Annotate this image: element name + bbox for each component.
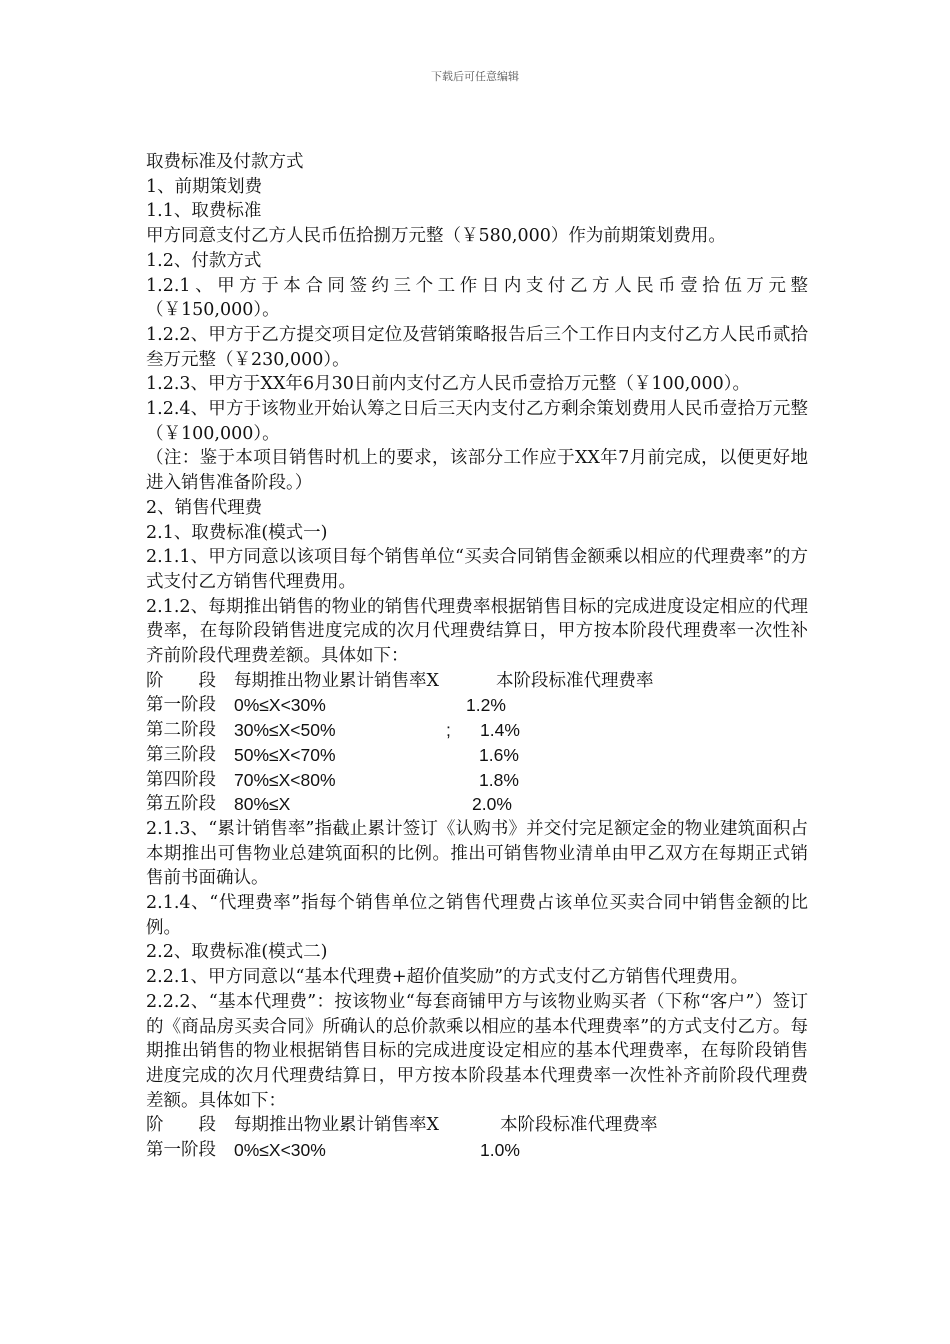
paragraph: 2.1.1、甲方同意以该项目每个销售单位“买卖合同销售金额乘以相应的代理费率”的方式支付乙方销售代理费用。 xyxy=(146,547,808,592)
table-cell-rate: 1.8% xyxy=(479,769,519,790)
paragraph: 2.2.2、“基本代理费”：按该物业“每套商铺甲方与该物业购买者（下称“客户”）签订的《商品房买卖合同》所确认的总价款乘以相应的基本代理费率”的方式支付乙方。每期推出销售的物业根据销售目标的完成进度设定相应的基本代理费率，在每阶段销售进度完成的次月代理费结算日，甲方按本阶段基本代理费率一次性补齐前阶段代理费差额。具体如下： xyxy=(146,991,808,1111)
table-header-row xyxy=(146,669,808,694)
heading-fee-standard: 1.1、取费标准 xyxy=(146,201,262,222)
table-header-cell: 本阶段标准代理费率 xyxy=(496,670,654,691)
rate-table-2 xyxy=(146,1113,808,1162)
table-cell-rate: 1.6% xyxy=(479,744,519,765)
heading-sales-agency-fee: 2、销售代理费 xyxy=(146,497,263,518)
paragraph: 1.2.1、甲方于本合同签约三个工作日内支付乙方人民币壹拾伍万元整（￥150,000）。 xyxy=(146,275,808,321)
note-paragraph: （注：鉴于本项目销售时机上的要求，该部分工作应于XX年7月前完成，以便更好地进入销售准备阶段。） xyxy=(146,448,808,494)
paragraph: 1.2.3、甲方于XX年6月30日前内支付乙方人民币壹拾万元整（￥100,000）。 xyxy=(146,374,750,395)
doc-title: 取费标准及付款方式 xyxy=(146,152,304,172)
table-row xyxy=(146,693,808,718)
table-header-cell: 每期推出物业累计销售率X xyxy=(234,670,439,691)
table-cell-rate: 1.0% xyxy=(480,1140,520,1161)
table-cell-range: 0%≤X<30% xyxy=(234,1140,326,1161)
paragraph: 1.2.4、甲方于该物业开始认筹之日后三天内支付乙方剩余策划费用人民币壹拾万元整（￥100,000）。 xyxy=(146,399,808,444)
paragraph: 2.1.3、“累计销售率”指截止累计签订《认购书》并交付完足额定金的物业建筑面积占本期推出可售物业总建筑面积的比例。推出可销售物业清单由甲乙双方在每期正式销售前书面确认。 xyxy=(146,818,808,889)
table-row xyxy=(146,743,808,768)
table-cell-range: 70%≤X<80% xyxy=(234,769,336,790)
paragraph: 甲方同意支付乙方人民币伍拾捌万元整（￥580,000）作为前期策划费用。 xyxy=(146,226,726,247)
heading-pre-planning-fee: 1、前期策划费 xyxy=(146,176,263,197)
paragraph: 2.1.2、每期推出销售的物业的销售代理费率根据销售目标的完成进度设定相应的代理费率，在每阶段销售进度完成的次月代理费结算日，甲方按本阶段代理费率一次性补齐前阶段代理费差额。具体如下： xyxy=(146,596,808,667)
table-cell-range: 30%≤X<50% xyxy=(234,720,336,741)
table-cell-stage: 第二阶段 xyxy=(146,720,216,741)
rate-table-1 xyxy=(146,669,808,817)
table-row xyxy=(146,1138,808,1163)
table-cell-rate: ; 1.4% xyxy=(446,720,520,741)
table-header-cell: 阶 段 xyxy=(146,670,216,691)
table-cell-rate: 2.0% xyxy=(472,794,512,815)
table-header-cell: 本阶段标准代理费率 xyxy=(500,1115,658,1136)
table-row xyxy=(146,792,808,817)
paragraph: 2.2.1、甲方同意以“基本代理费+超价值奖励”的方式支付乙方销售代理费用。 xyxy=(146,967,749,988)
table-cell-range: 0%≤X<30% xyxy=(234,695,326,716)
table-cell-stage: 第四阶段 xyxy=(146,769,216,790)
heading-fee-standard-mode1: 2.1、取费标准(模式一) xyxy=(146,522,328,543)
table-row xyxy=(146,768,808,793)
table-header-cell: 阶 段 xyxy=(146,1115,216,1136)
table-header-row xyxy=(146,1113,808,1138)
table-cell-range: 80%≤X xyxy=(234,794,291,815)
table-cell-stage: 第一阶段 xyxy=(146,695,216,716)
table-cell-range: 50%≤X<70% xyxy=(234,744,336,765)
paragraph: 1.2.2、甲方于乙方提交项目定位及营销策略报告后三个工作日内支付乙方人民币贰拾叁万元整（￥230,000）。 xyxy=(146,324,808,370)
table-cell-stage: 第三阶段 xyxy=(146,744,216,765)
table-cell-stage: 第一阶段 xyxy=(146,1140,216,1161)
heading-payment-method: 1.2、付款方式 xyxy=(146,250,262,271)
table-header-cell: 每期推出物业累计销售率X xyxy=(234,1115,439,1136)
table-row xyxy=(146,718,808,743)
heading-fee-standard-mode2: 2.2、取费标准(模式二) xyxy=(146,942,328,963)
table-cell-rate: 1.2% xyxy=(466,695,506,716)
page-header: 下载后可任意编辑 xyxy=(431,70,519,83)
table-cell-stage: 第五阶段 xyxy=(146,794,216,815)
paragraph: 2.1.4、“代理费率”指每个销售单位之销售代理费占该单位买卖合同中销售金额的比例。 xyxy=(146,893,808,938)
document-body xyxy=(146,150,808,1163)
